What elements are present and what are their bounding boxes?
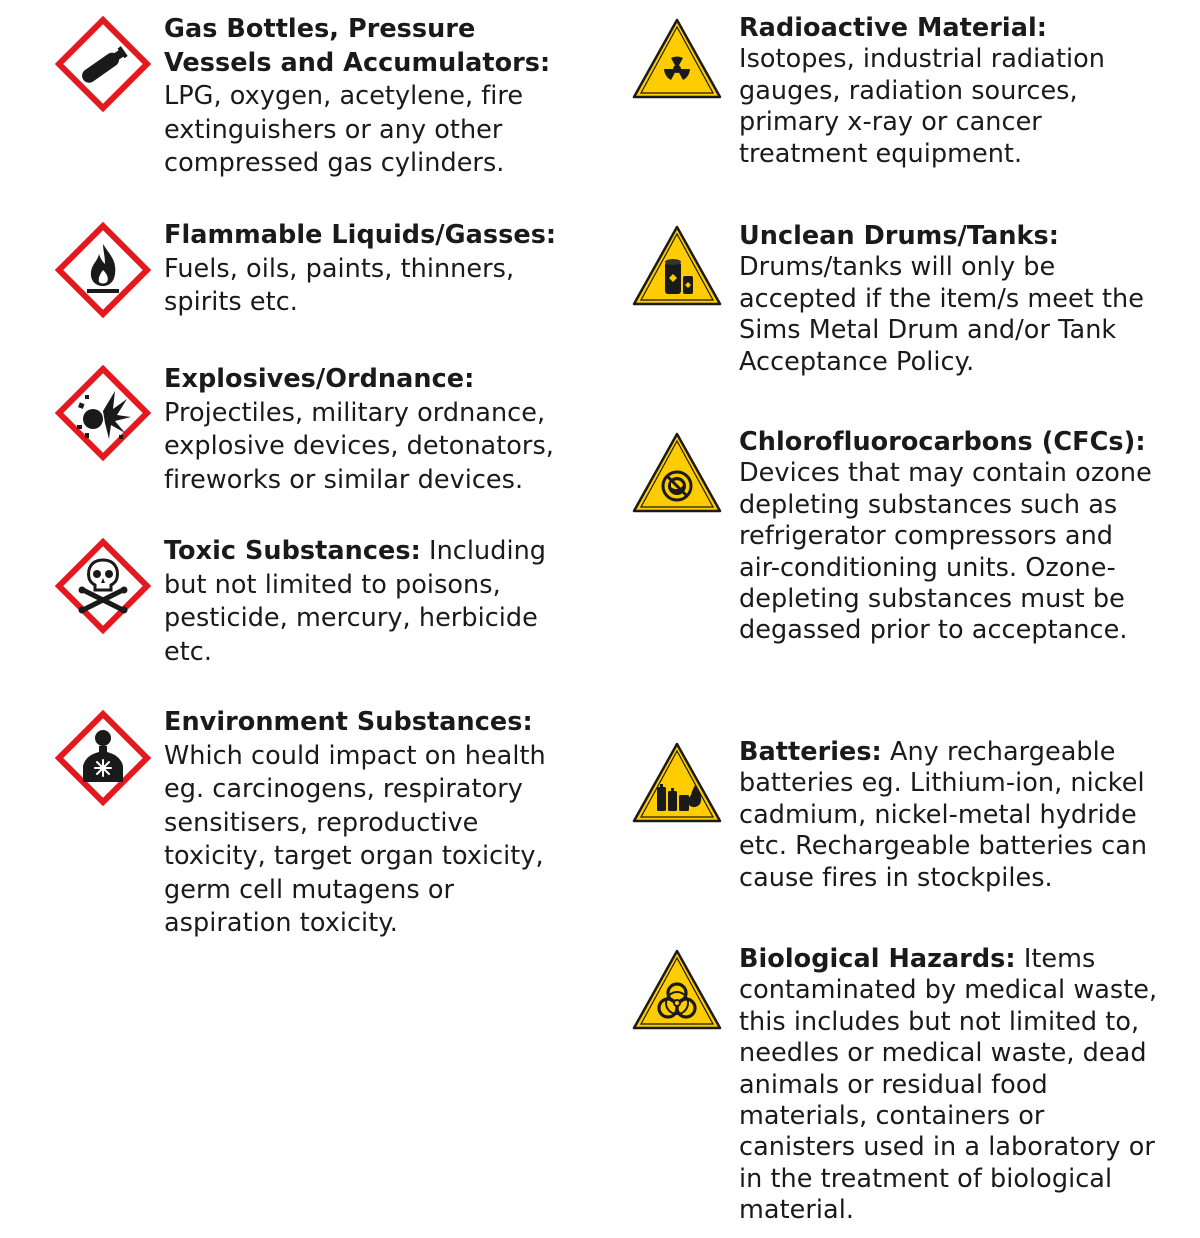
hazard-text: [739, 13, 1159, 170]
hazard-title: Batteries:: [739, 737, 882, 767]
cfc-icon: [631, 431, 723, 515]
hazard-text: [164, 706, 584, 941]
hazard-text: [739, 221, 1159, 378]
hazard-description: Items contaminated by medical waste, this includes but not limited to, needles or medical waste, dead animals or residual food materials, containers or canisters used in a laboratory or in the treatment of biological material.: [739, 944, 1158, 1226]
skull-crossbones-icon: [55, 538, 151, 634]
battery-fire-icon: [631, 741, 723, 825]
hazard-description: Fuels, oils, paints, thinners, spirits etc.: [164, 253, 515, 317]
hazard-title: Biological Hazards:: [739, 944, 1016, 974]
hazard-title: Explosives/Ordnance:: [164, 364, 475, 394]
hazard-title: Chlorofluorocarbons (CFCs):: [739, 427, 1146, 457]
hazard-text: [739, 427, 1159, 647]
drum-tank-icon: [631, 224, 723, 308]
hazard-description: Which could impact on health eg. carcinogens, respiratory sensitisers, reproductive toxicity, target organ toxicity, germ cell mutagens or aspiration toxicity.: [164, 740, 546, 938]
hazard-description: LPG, oxygen, acetylene, fire extinguishers or any other compressed gas cylinders.: [164, 81, 524, 178]
hazard-text: [164, 535, 584, 669]
hazard-text: [739, 944, 1159, 1227]
hazard-text: [164, 219, 584, 320]
biohazard-icon: [631, 948, 723, 1032]
hazard-description: Any rechargeable batteries eg. Lithium-ion, nickel cadmium, nickel-metal hydride etc. Rechargeable batteries can cause fires in stockpiles.: [739, 737, 1148, 893]
hazard-text: [164, 363, 584, 497]
exploding-bomb-icon: [55, 365, 151, 461]
hazard-title: Environment Substances:: [164, 707, 533, 737]
hazard-description: Drums/tanks will only be accepted if the item/s meet the Sims Metal Drum and/or Tank Acceptance Policy.: [739, 252, 1144, 377]
flame-icon: [55, 222, 151, 318]
hazard-description: Projectiles, military ordnance, explosive devices, detonators, fireworks or similar devices.: [164, 397, 554, 495]
hazard-text: [739, 737, 1159, 894]
hazard-description: Devices that may contain ozone depleting substances such as refrigerator compressors and air-conditioning units. Ozone-depleting substances must be degassed prior to acceptance.: [739, 458, 1152, 646]
hazard-title: Toxic Substances:: [164, 536, 421, 566]
gas-cylinder-icon: [55, 16, 151, 112]
hazard-text: [164, 13, 584, 181]
hazard-title: Unclean Drums/Tanks:: [739, 221, 1060, 251]
hazard-title: Radioactive Material:: [739, 13, 1047, 43]
hazard-title: Flammable Liquids/Gasses:: [164, 220, 557, 250]
hazard-title: Gas Bottles, Pressure Vessels and Accumulators:: [164, 14, 551, 78]
hazard-description: Including but not limited to poisons, pesticide, mercury, herbicide etc.: [164, 536, 547, 667]
hazard-description: Isotopes, industrial radiation gauges, radiation sources, primary x-ray or cancer treatment equipment.: [739, 44, 1105, 169]
health-hazard-icon: [55, 710, 151, 806]
radiation-icon: [631, 17, 723, 101]
